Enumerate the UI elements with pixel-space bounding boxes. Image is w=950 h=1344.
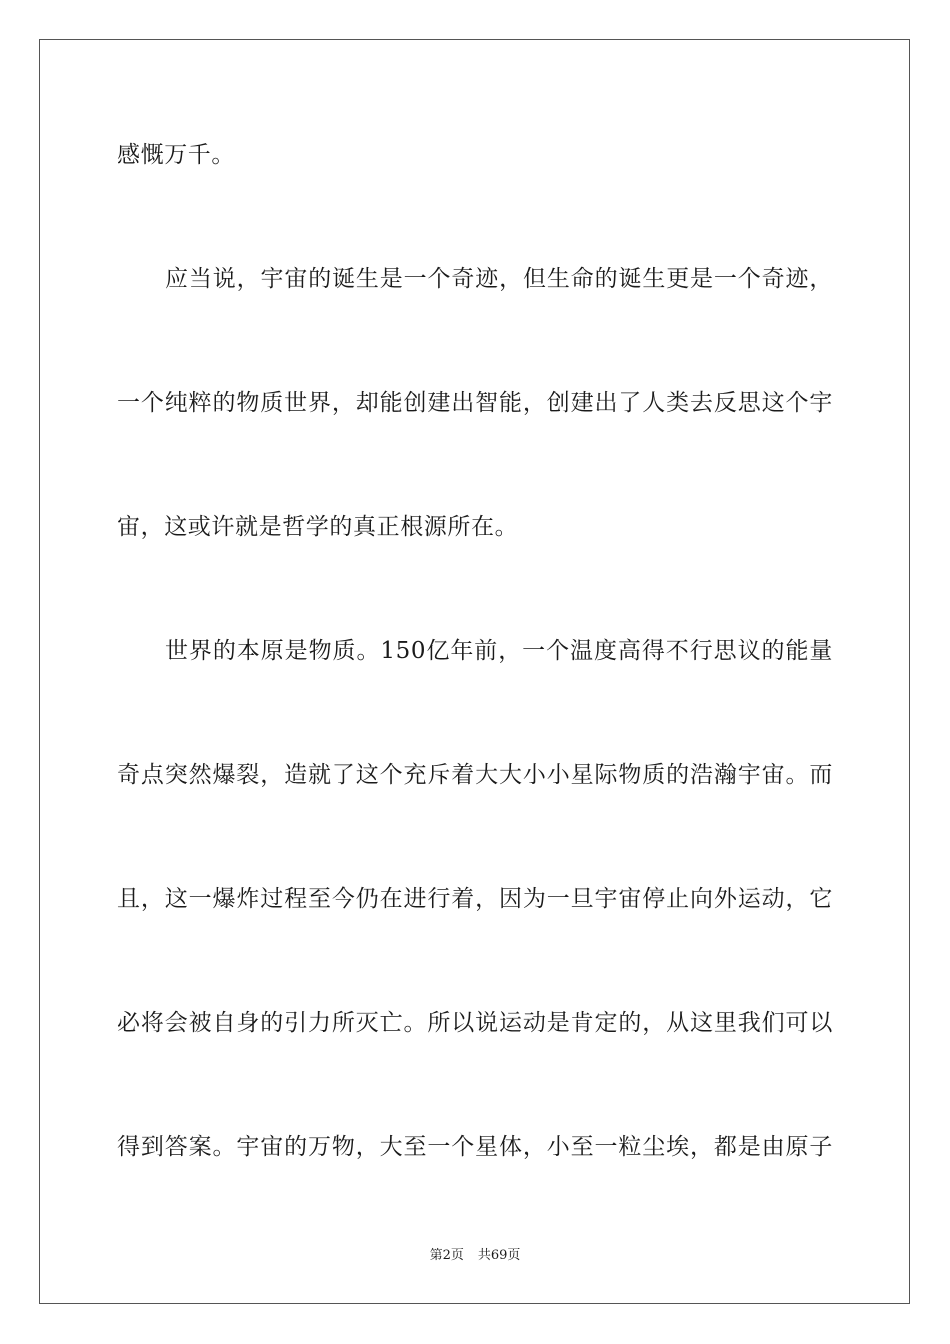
text-line-1: 感慨万千。 [117, 142, 235, 168]
text-line-9: 得到答案。宇宙的万物，大至一个星体，小至一粒尘埃，都是由原子 [117, 1134, 833, 1160]
text-line-8: 必将会被自身的引力所灭亡。所以说运动是肯定的，从这里我们可以 [117, 1010, 833, 1036]
page-border [39, 39, 910, 1304]
page-footer [0, 1247, 950, 1265]
page-number: 第2页 [429, 1248, 464, 1263]
text-line-7: 且，这一爆炸过程至今仍在进行着，因为一旦宇宙停止向外运动，它 [117, 886, 833, 912]
text-line-2: 应当说，宇宙的诞生是一个奇迹，但生命的诞生更是一个奇迹， [165, 266, 833, 292]
total-pages: 共69页 [477, 1248, 521, 1263]
text-line-4: 宙，这或许就是哲学的真正根源所在。 [117, 514, 519, 540]
text-line-5: 世界的本原是物质。150亿年前，一个温度高得不行思议的能量 [165, 638, 833, 664]
text-line-6: 奇点突然爆裂，造就了这个充斥着大大小小星际物质的浩瀚宇宙。而 [117, 762, 833, 788]
text-line-3: 一个纯粹的物质世界，却能创建出智能，创建出了人类去反思这个宇 [117, 390, 833, 416]
